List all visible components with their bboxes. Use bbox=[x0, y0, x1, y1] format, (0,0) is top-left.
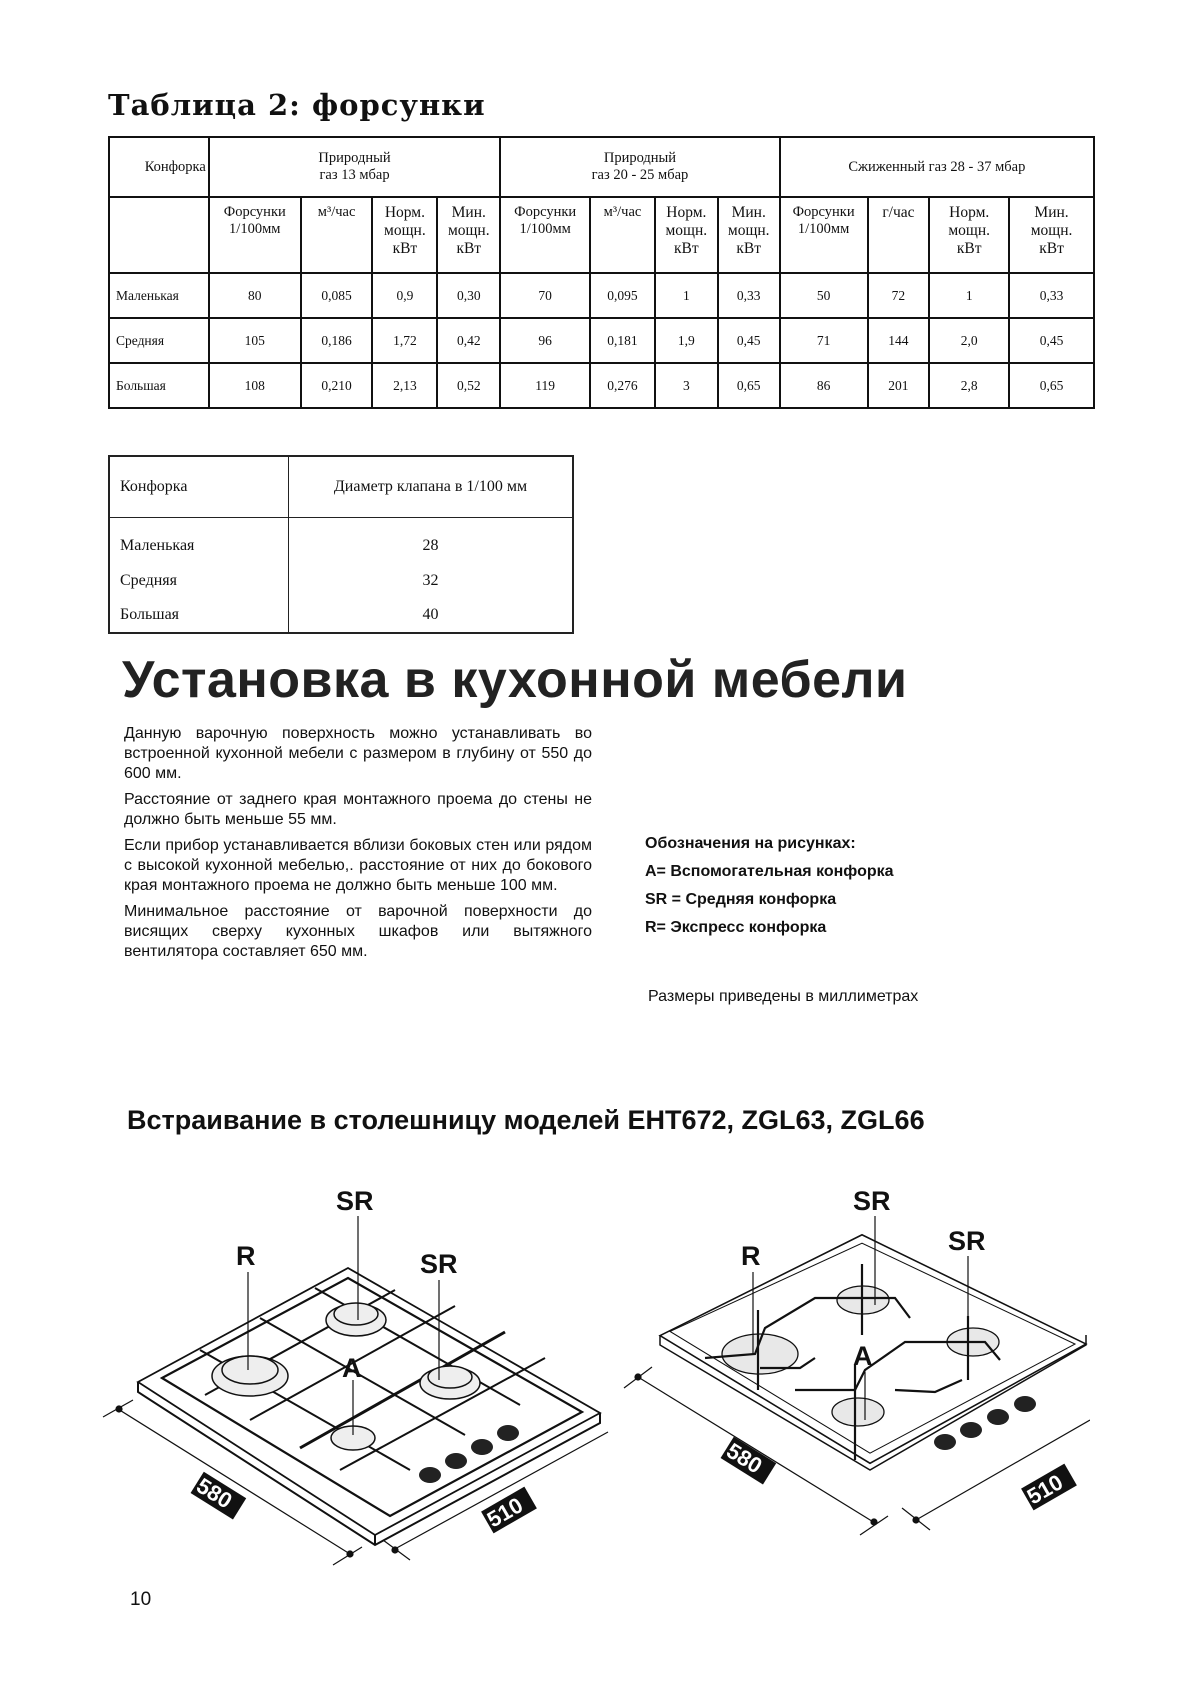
legend bbox=[645, 830, 894, 942]
subheader: м³/час bbox=[590, 197, 655, 273]
table-cell: 119 bbox=[500, 363, 590, 408]
label-a: A bbox=[853, 1341, 873, 1371]
table-cell: 0,65 bbox=[718, 363, 780, 408]
table-cell: 1,72 bbox=[372, 318, 437, 363]
dimension-510: 510 bbox=[482, 1492, 528, 1533]
subheader: м³/час bbox=[301, 197, 373, 273]
table-cell: 0,186 bbox=[301, 318, 373, 363]
table-cell: 0,085 bbox=[301, 273, 373, 318]
paragraph: Если прибор устанавливается вблизи боковых стен или рядом с высокой кухонной мебелью,. расстояние от них до бокового края монтажного проема не должно быть меньше 100 мм. bbox=[124, 837, 592, 894]
table-cell: 3 bbox=[655, 363, 718, 408]
label-a: A bbox=[342, 1353, 362, 1383]
label-sr-top: SR bbox=[853, 1186, 891, 1216]
hob-diagram-cast-grate bbox=[590, 1180, 1090, 1560]
page-number: 10 bbox=[130, 1589, 152, 1610]
table-cell: 72 bbox=[868, 273, 930, 318]
table-cell: 1 bbox=[929, 273, 1009, 318]
table-cell: 1,9 bbox=[655, 318, 718, 363]
table-cell: 2,0 bbox=[929, 318, 1009, 363]
valve-diameter-table bbox=[108, 455, 574, 634]
table-cell: 0,276 bbox=[590, 363, 655, 408]
valve-row-burner: Большая bbox=[109, 598, 289, 633]
legend-item-sr: SR = Средняя конфорка bbox=[645, 891, 837, 908]
table-cell: 108 bbox=[209, 363, 301, 408]
table-cell: 201 bbox=[868, 363, 930, 408]
models-title: Встраивание в столешницу моделей EHT672, ZGL63, ZGL66 bbox=[127, 1105, 925, 1135]
table-cell: 2,8 bbox=[929, 363, 1009, 408]
row-label: Большая bbox=[109, 363, 209, 408]
table-row bbox=[109, 318, 1094, 363]
table-cell: 0,095 bbox=[590, 273, 655, 318]
table-cell: 105 bbox=[209, 318, 301, 363]
valve-row-value: 40 bbox=[289, 598, 574, 633]
dimension-510: 510 bbox=[1022, 1469, 1068, 1510]
group-header-lpg: Сжиженный газ 28 - 37 мбар bbox=[780, 137, 1094, 197]
table-cell: 70 bbox=[500, 273, 590, 318]
subheader: Форсунки 1/100мм bbox=[500, 197, 590, 273]
table-cell: 0,33 bbox=[718, 273, 780, 318]
table-cell: 0,45 bbox=[718, 318, 780, 363]
table-cell: 71 bbox=[780, 318, 868, 363]
valve-row bbox=[109, 518, 573, 565]
valve-row-value: 32 bbox=[289, 564, 574, 598]
subheader: Форсунки 1/100мм bbox=[209, 197, 301, 273]
group-header-natural-13: Природный газ 13 мбар bbox=[209, 137, 500, 197]
group-header-natural-20-25: Природный газ 20 - 25 мбар bbox=[500, 137, 779, 197]
legend-title: Обозначения на рисунках: bbox=[645, 835, 856, 852]
installation-text bbox=[124, 724, 592, 968]
table-cell: 0,65 bbox=[1009, 363, 1094, 408]
dimension-580: 580 bbox=[722, 1437, 767, 1479]
table-cell: 80 bbox=[209, 273, 301, 318]
row-label: Средняя bbox=[109, 318, 209, 363]
label-sr-right: SR bbox=[420, 1249, 458, 1279]
subheader: Норм. мощн. кВт bbox=[929, 197, 1009, 273]
table-cell: 1 bbox=[655, 273, 718, 318]
table-cell: 96 bbox=[500, 318, 590, 363]
table-row bbox=[109, 363, 1094, 408]
label-sr-top: SR bbox=[336, 1186, 374, 1216]
installation-title: Установка в кухонной мебели bbox=[122, 651, 908, 709]
subheader: Норм. мощн. кВт bbox=[372, 197, 437, 273]
paragraph: Данную варочную поверхность можно устанавливать во встроенной кухонной мебели с размером в глубину от 550 до 600 мм. bbox=[124, 725, 592, 782]
valve-header-row bbox=[109, 456, 573, 518]
table-cell: 0,30 bbox=[437, 273, 500, 318]
subheader: Мин. мощн. кВт bbox=[1009, 197, 1094, 273]
table-cell: 86 bbox=[780, 363, 868, 408]
table-cell: 0,181 bbox=[590, 318, 655, 363]
table-cell: 0,52 bbox=[437, 363, 500, 408]
valve-row-value: 28 bbox=[289, 518, 574, 565]
table-cell: 144 bbox=[868, 318, 930, 363]
valve-row-burner: Маленькая bbox=[109, 518, 289, 565]
legend-item-r: R= Экспресс конфорка bbox=[645, 919, 827, 936]
paragraph: Минимальное расстояние от варочной поверхности до висящих сверху кухонных шкафов или вытяжного вентилятора составляет 650 мм. bbox=[124, 903, 592, 960]
paragraph: Расстояние от заднего края монтажного проема до стены не должно быть меньше 55 мм. bbox=[124, 791, 592, 828]
subheader: Норм. мощн. кВт bbox=[655, 197, 718, 273]
valve-row-burner: Средняя bbox=[109, 564, 289, 598]
hob-diagram-grid-grate bbox=[90, 1180, 610, 1580]
table-cell: 0,9 bbox=[372, 273, 437, 318]
table-cell: 2,13 bbox=[372, 363, 437, 408]
table-cell: 0,45 bbox=[1009, 318, 1094, 363]
table-cell: 0,210 bbox=[301, 363, 373, 408]
subheader: Мин. мощн. кВт bbox=[437, 197, 500, 273]
subheader: Мин. мощн. кВт bbox=[718, 197, 780, 273]
dimensions-note: Размеры приведены в миллиметрах bbox=[648, 988, 919, 1005]
table-header-row bbox=[109, 137, 1094, 197]
table-cell: 0,33 bbox=[1009, 273, 1094, 318]
subheader: Форсунки 1/100мм bbox=[780, 197, 868, 273]
valve-row bbox=[109, 598, 573, 633]
table-cell: 50 bbox=[780, 273, 868, 318]
row-label: Маленькая bbox=[109, 273, 209, 318]
table-cell: 0,42 bbox=[437, 318, 500, 363]
label-r: R bbox=[741, 1241, 761, 1271]
dimension-580: 580 bbox=[192, 1472, 237, 1514]
table-subheader-row bbox=[109, 197, 1094, 273]
valve-header-diameter: Диаметр клапана в 1/100 мм bbox=[289, 456, 574, 518]
table-row bbox=[109, 273, 1094, 318]
legend-item-a: A= Вспомогательная конфорка bbox=[645, 863, 894, 880]
label-r: R bbox=[236, 1241, 256, 1271]
subheader: г/час bbox=[868, 197, 930, 273]
label-sr-right: SR bbox=[948, 1226, 986, 1256]
valve-header-burner: Конфорка bbox=[109, 456, 289, 518]
injector-table bbox=[108, 136, 1095, 409]
empty-cell bbox=[109, 197, 209, 273]
burner-header: Конфорка bbox=[109, 137, 209, 197]
valve-row bbox=[109, 564, 573, 598]
table-title: Таблица 2: форсунки bbox=[108, 88, 486, 122]
